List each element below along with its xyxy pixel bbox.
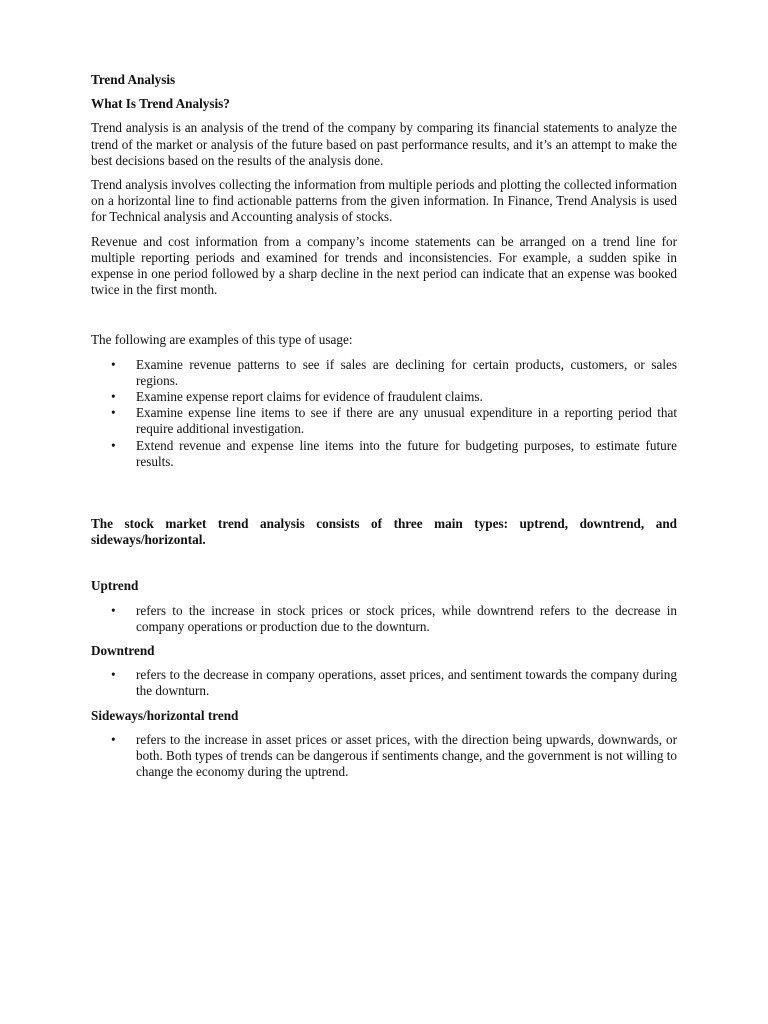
bullet-icon: • — [111, 405, 116, 421]
list-item — [91, 405, 677, 437]
bullet-icon: • — [111, 437, 116, 453]
bullet-icon: • — [111, 356, 116, 372]
spacer — [91, 548, 677, 578]
usage-list — [91, 357, 677, 470]
document-title: Trend Analysis — [91, 72, 176, 87]
paragraph-definition: Trend analysis is an analysis of the trend of the company by comparing its financial statements to analyze the trend of the market or analysis of the future based on past performance results, and it’s an attempt to make the best decisions based on the results of the analysis done. — [91, 120, 677, 168]
list-item — [91, 357, 677, 389]
uptrend-list — [91, 603, 677, 635]
list-item — [91, 438, 677, 470]
list-item — [91, 732, 677, 781]
paragraph-revenue-cost: Revenue and cost information from a company’s income statements can be arranged on a trend line for multiple reporting periods and examined for trends and inconsistencies. For example, a sudden spike in expense in one period followed by a sharp decline in the next period can indicate that an expense was booked twice in the first month. — [91, 233, 677, 298]
section-heading-what-is: What Is Trend Analysis? — [91, 96, 230, 112]
list-item — [91, 667, 677, 699]
spacer — [91, 306, 677, 332]
bullet-icon: • — [111, 667, 116, 683]
list-item-text: refers to the decrease in company operations, asset prices, and sentiment towards the company during the downturn. — [136, 667, 677, 699]
bullet-icon: • — [111, 389, 116, 405]
paragraph-collecting: Trend analysis involves collecting the information from multiple periods and plotting the collected information on a horizontal line to find actionable patterns from the given information. In Finance, Trend Analysis is used for Technical analysis and Accounting analysis of stocks. — [91, 177, 677, 225]
sideways-list — [91, 732, 677, 781]
list-item-text: Examine expense report claims for evidence of fraudulent claims. — [136, 389, 483, 405]
list-item-text: Examine revenue patterns to see if sales are declining for certain products, customers, or sales regions. — [136, 356, 677, 388]
bullet-icon: • — [111, 602, 116, 618]
section-heading-uptrend: Uptrend — [91, 578, 139, 594]
list-item — [91, 603, 677, 635]
downtrend-list — [91, 667, 677, 699]
list-item — [91, 389, 677, 405]
list-item-text: refers to the increase in asset prices or asset prices, with the direction being upwards, downwards, or both. Both types of trends can be dangerous if sentiments change, and the government is not willing to change the economy during the uptrend. — [136, 731, 677, 780]
section-heading-downtrend: Downtrend — [91, 643, 155, 659]
spacer — [91, 478, 677, 516]
usage-intro: The following are examples of this type of usage: — [91, 332, 353, 348]
list-item-text: Examine expense line items to see if there are any unusual expenditure in a reporting period that require additional investigation. — [136, 405, 677, 437]
section-heading-sideways: Sideways/horizontal trend — [91, 707, 239, 723]
document-page — [91, 72, 677, 789]
types-statement: The stock market trend analysis consists of three main types: uptrend, downtrend, and sideways/horizontal. — [91, 516, 677, 548]
list-item-text: Extend revenue and expense line items into the future for budgeting purposes, to estimate future results. — [136, 437, 677, 469]
list-item-text: refers to the increase in stock prices or stock prices, while downtrend refers to the decrease in company operations or production due to the downturn. — [136, 602, 677, 634]
bullet-icon: • — [111, 731, 116, 747]
